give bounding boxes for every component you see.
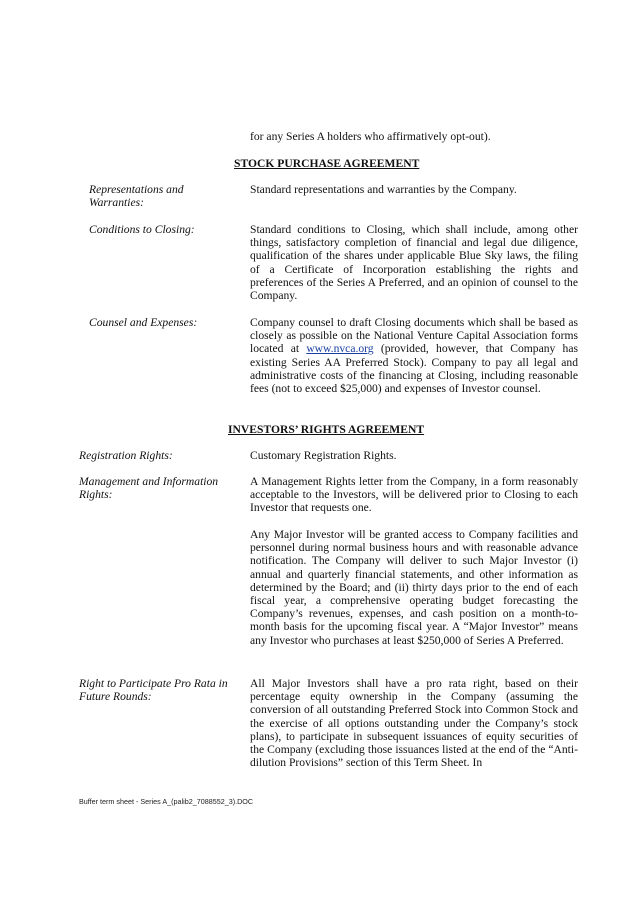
row-label-management: Management and Information Rights: <box>79 475 219 502</box>
row-label-counsel: Counsel and Expenses: <box>89 316 198 329</box>
section-heading-stock-purchase: STOCK PURCHASE AGREEMENT <box>234 157 420 170</box>
nvca-link[interactable]: www.nvca.org <box>306 342 374 356</box>
row-label-registration: Registration Rights: <box>79 449 173 462</box>
document-footer: Buffer term sheet - Series A_(palib2_7088552_3).DOC <box>79 797 254 806</box>
counsel-text-part1: Company counsel to draft Closing documents which shall be based as closely as possible on the National Venture Capital Association forms located at <box>250 316 578 356</box>
row-label-pro-rata: Right to Participate Pro Rata in Future Rounds: <box>79 677 228 704</box>
carryover-line: for any Series A holders who affirmatively opt-out). <box>250 130 491 143</box>
row-label-representations: Representations and Warranties: <box>89 183 184 210</box>
row-label-conditions: Conditions to Closing: <box>89 223 195 236</box>
row-text-representations: Standard representations and warranties by the Company. <box>250 183 517 196</box>
section-heading-investors-rights: INVESTORS’ RIGHTS AGREEMENT <box>228 423 425 436</box>
counsel-text-part2: (provided, however, that Company has existing Series AA Preferred Stock). Company to pay all legal and administrative costs of the financing at Closing, including reasonable fees (not to exceed $25,000) and expenses of Investor counsel. <box>250 342 578 396</box>
row-text-conditions: Standard conditions to Closing, which shall include, among other things, satisfactory completion of financial and legal due diligence, qualification of the shares under applicable Blue Sky laws, the filing of a Certificate of Incorporation establishing the rights and preferences of the Series A Preferred, and an opinion of counsel to the Company. <box>250 223 578 303</box>
row-text-management-2: Any Major Investor will be granted access to Company facilities and personnel during normal business hours and with reasonable advance notification. The Company will deliver to such Major Investor (i) annual and quarterly financial statements, and other information as determined by the Board; and (ii) thirty days prior to the end of each fiscal year, a comprehensive operating budget forecasting the Company’s revenues, expenses, and cash position on a month-to-month basis for the upcoming fiscal year. A “Major Investor” means any Investor who purchases at least $250,000 of Series A Preferred. <box>250 528 578 647</box>
row-text-counsel <box>250 316 578 395</box>
row-text-management: A Management Rights letter from the Company, in a form reasonably acceptable to the Investors, will be delivered prior to Closing to each Investor that requests one. <box>250 475 578 515</box>
row-text-registration: Customary Registration Rights. <box>250 449 397 462</box>
row-text-pro-rata: All Major Investors shall have a pro rata right, based on their percentage equity ownership in the Company (assuming the conversion of all outstanding Preferred Stock into Common Stock and the exercise of all options outstanding under the Company’s stock plans), to participate in subsequent issuances of equity securities of the Company (excluding those issuances listed at the end of the “Anti-dilution Provisions” section of this Term Sheet. In <box>250 677 578 770</box>
